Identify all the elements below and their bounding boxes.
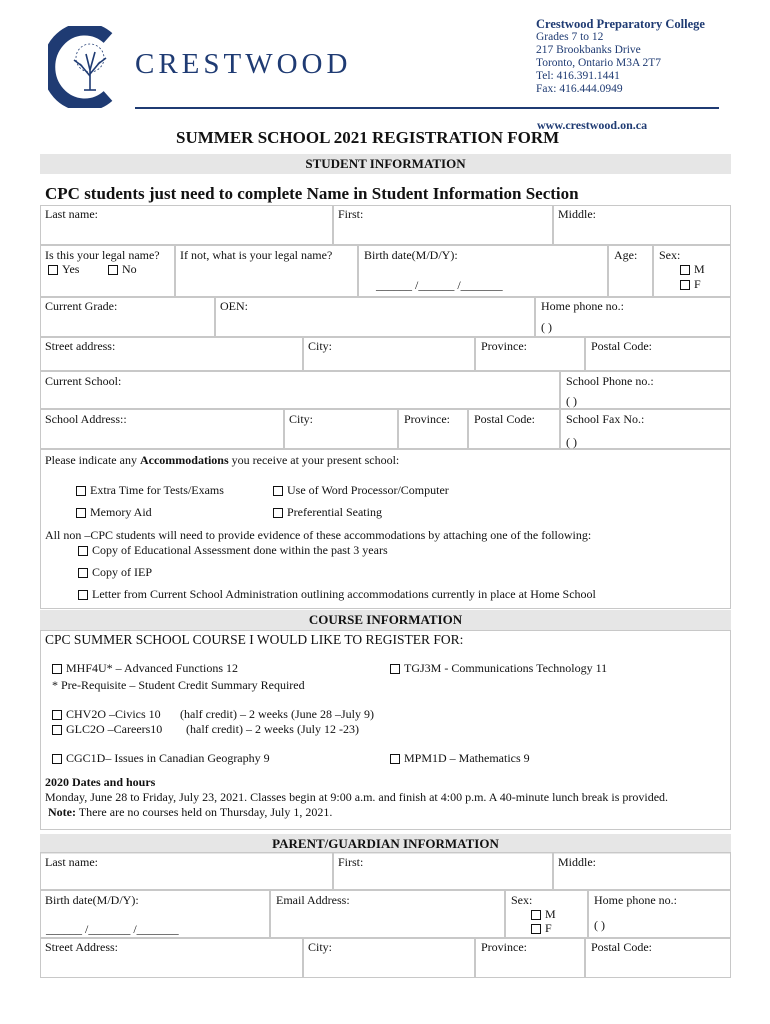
grades: Grades 7 to 12: [536, 31, 604, 43]
course-cgc1d-checkbox[interactable]: [52, 751, 270, 766]
brand-name: CRESTWOOD: [135, 48, 352, 80]
accommodations-prompt: [45, 453, 399, 468]
address-line2: Toronto, Ontario M3A 2T7: [536, 57, 662, 69]
course-section-header: COURSE INFORMATION: [40, 610, 731, 630]
ev-assessment-label: Copy of Educational Assessment done within the past 3 years: [92, 543, 388, 557]
yes-label: Yes: [62, 262, 80, 276]
home-phone-label: Home phone no.:: [541, 299, 624, 313]
home-phone-blank: ( ): [541, 320, 552, 334]
course-mhf4u-label: MHF4U* – Advanced Functions 12: [66, 661, 238, 675]
website-link[interactable]: www.crestwood.on.ca: [537, 118, 648, 132]
checkbox-icon: [531, 910, 541, 920]
course-mhf4u-note: * Pre-Requisite – Student Credit Summary Required: [52, 678, 305, 692]
ev-iep-checkbox[interactable]: [78, 565, 152, 580]
parent-birthdate-label: Birth date(M/D/Y):: [45, 893, 139, 907]
checkbox-icon: [78, 546, 88, 556]
course-chv2o-label: CHV2O –Civics 10: [66, 707, 161, 721]
checkbox-icon: [531, 924, 541, 934]
acc-memory-aid-checkbox[interactable]: [76, 505, 152, 520]
fax: Fax: 416.444.0949: [536, 83, 623, 95]
m-label: M: [694, 262, 705, 276]
parent-first-name-label: First:: [338, 855, 364, 869]
city-label: City:: [308, 339, 333, 353]
acc-extra-time-checkbox[interactable]: [76, 483, 224, 498]
accom-bold: Accommodations: [139, 453, 229, 467]
parent-f-label: F: [545, 921, 552, 935]
legal-yes-checkbox[interactable]: [48, 262, 79, 277]
form-title: SUMMER SCHOOL 2021 REGISTRATION FORM: [176, 128, 560, 147]
checkbox-icon: [78, 568, 88, 578]
checkbox-icon: [76, 508, 86, 518]
parent-street-label: Street Address:: [45, 940, 118, 954]
sex-m-checkbox[interactable]: [680, 262, 705, 277]
street-label: Street address:: [45, 339, 116, 353]
parent-m-label: M: [545, 907, 556, 921]
oen-label: OEN:: [220, 299, 248, 313]
ev-iep-label: Copy of IEP: [92, 565, 152, 579]
parent-postal-label: Postal Code:: [591, 940, 653, 954]
student-first-name-field[interactable]: [333, 205, 553, 245]
legal-name-question: Is this your legal name?: [45, 248, 160, 262]
student-middle-name-label: Middle:: [558, 207, 596, 221]
student-section-header: STUDENT INFORMATION: [40, 154, 731, 174]
acc-memory-aid-label: Memory Aid: [90, 505, 152, 519]
accom-prefix: Please indicate any: [45, 453, 140, 467]
parent-sex-m-checkbox[interactable]: [531, 907, 556, 922]
legal-no-checkbox[interactable]: [108, 262, 137, 277]
ev-assessment-checkbox[interactable]: [78, 543, 388, 558]
sex-f-checkbox[interactable]: [680, 277, 701, 292]
f-label: F: [694, 277, 701, 291]
parent-home-phone-blank: ( ): [594, 918, 605, 932]
parent-last-name-label: Last name:: [45, 855, 98, 869]
checkbox-icon: [78, 590, 88, 600]
postal-label: Postal Code:: [591, 339, 653, 353]
checkbox-icon: [76, 486, 86, 496]
student-first-name-label: First:: [338, 207, 364, 221]
school-province-label: Province:: [404, 412, 450, 426]
current-school-label: Current School:: [45, 374, 122, 388]
ev-letter-checkbox[interactable]: [78, 587, 596, 602]
school-postal-label: Postal Code:: [474, 412, 536, 426]
sex-label: Sex:: [659, 248, 681, 262]
checkbox-icon: [273, 486, 283, 496]
checkbox-icon: [273, 508, 283, 518]
parent-email-label: Email Address:: [276, 893, 350, 907]
course-mpm1d-checkbox[interactable]: [390, 751, 530, 766]
school-fax-blank: ( ): [566, 435, 577, 449]
student-last-name-label: Last name:: [45, 207, 98, 221]
note-text: There are no courses held on Thursday, July 1, 2021.: [75, 805, 333, 819]
course-glc2o-checkbox[interactable]: [52, 722, 162, 737]
course-chv2o-checkbox[interactable]: [52, 707, 161, 722]
checkbox-icon: [680, 280, 690, 290]
crestwood-logo-icon: [48, 26, 122, 108]
header-divider: [135, 107, 719, 109]
grade-label: Current Grade:: [45, 299, 118, 313]
parent-city-label: City:: [308, 940, 333, 954]
evidence-instructions: All non –CPC students will need to provide evidence of these accommodations by attaching one of the following:: [45, 528, 592, 542]
note-bold: Note:: [48, 805, 76, 819]
school-phone-blank: ( ): [566, 394, 577, 408]
acc-word-processor-checkbox[interactable]: [273, 483, 449, 498]
parent-sex-label: Sex:: [511, 893, 533, 907]
school-contact: [536, 18, 705, 96]
checkbox-icon: [52, 710, 62, 720]
student-birthdate-blank: ______ /______ /_______: [376, 278, 503, 292]
school-name: Crestwood Preparatory College: [536, 17, 705, 31]
course-cgc1d-label: CGC1D– Issues in Canadian Geography 9: [66, 751, 270, 765]
course-mpm1d-label: MPM1D – Mathematics 9: [404, 751, 530, 765]
cpc-note: CPC students just need to complete Name in Student Information Section: [45, 184, 579, 203]
parent-birthdate-blank: ______ /_______ /_______: [46, 922, 179, 936]
course-glc2o-label: GLC2O –Careers10: [66, 722, 163, 736]
parent-home-phone-label: Home phone no.:: [594, 893, 677, 907]
telephone: Tel: 416.391.1441: [536, 70, 620, 82]
age-label: Age:: [614, 248, 638, 262]
dates-title: 2020 Dates and hours: [45, 775, 156, 789]
checkbox-icon: [390, 754, 400, 764]
accom-suffix: you receive at your present school:: [228, 453, 400, 467]
course-tgj3m-checkbox[interactable]: [390, 661, 607, 676]
acc-preferential-seating-checkbox[interactable]: [273, 505, 382, 520]
school-address-label: School Address::: [45, 412, 127, 426]
checkbox-icon: [52, 754, 62, 764]
legal-name-label: If not, what is your legal name?: [180, 248, 333, 262]
checkbox-icon: [52, 664, 62, 674]
address-line1: 217 Brookbanks Drive: [536, 44, 641, 56]
parent-middle-name-label: Middle:: [558, 855, 596, 869]
no-class-note: [48, 805, 332, 820]
course-chv2o-detail: (half credit) – 2 weeks (June 28 –July 9): [180, 707, 374, 721]
dates-text: Monday, June 28 to Friday, July 23, 2021. Classes begin at 9:00 a.m. and finish at 4:00 p.m. A 40-minute lunch break is provided.: [45, 790, 669, 804]
checkbox-icon: [108, 265, 118, 275]
checkbox-icon: [390, 664, 400, 674]
school-phone-label: School Phone no.:: [566, 374, 654, 388]
ev-letter-label: Letter from Current School Administration outlining accommodations currently in place at Home School: [92, 587, 596, 601]
oen-field[interactable]: [215, 297, 535, 337]
no-label: No: [122, 262, 137, 276]
acc-word-processor-label: Use of Word Processor/Computer: [287, 483, 449, 497]
course-intro: CPC SUMMER SCHOOL COURSE I WOULD LIKE TO REGISTER FOR:: [45, 632, 464, 647]
student-birthdate-label: Birth date(M/D/Y):: [364, 248, 458, 262]
checkbox-icon: [680, 265, 690, 275]
province-label: Province:: [481, 339, 527, 353]
parent-sex-f-checkbox[interactable]: [531, 921, 552, 936]
checkbox-icon: [48, 265, 58, 275]
school-city-label: City:: [289, 412, 314, 426]
parent-section-header: PARENT/GUARDIAN INFORMATION: [40, 834, 731, 854]
checkbox-icon: [52, 725, 62, 735]
course-glc2o-detail: (half credit) – 2 weeks (July 12 -23): [186, 722, 359, 736]
parent-province-label: Province:: [481, 940, 527, 954]
acc-preferential-seating-label: Preferential Seating: [287, 505, 382, 519]
acc-extra-time-label: Extra Time for Tests/Exams: [90, 483, 224, 497]
school-fax-label: School Fax No.:: [566, 412, 645, 426]
parent-first-name-field[interactable]: [333, 852, 553, 890]
course-mhf4u-checkbox[interactable]: [52, 661, 238, 676]
course-tgj3m-label: TGJ3M - Communications Technology 11: [404, 661, 608, 675]
